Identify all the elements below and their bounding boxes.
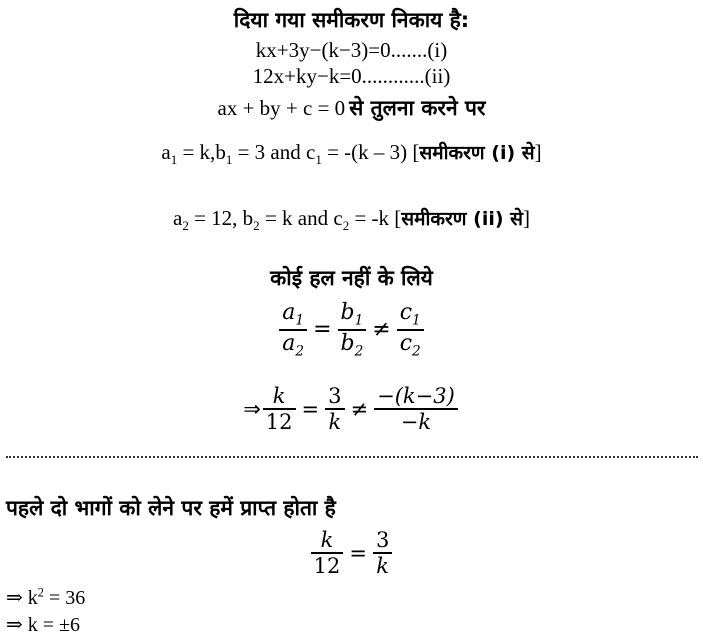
frac-den: 12 (265, 409, 293, 434)
result-text: ⇒ k (6, 587, 38, 609)
frac-den: −k (400, 409, 432, 434)
fraction-c1-c2 (397, 300, 424, 360)
frac-den: 12 (313, 553, 341, 578)
result-k-squared (6, 585, 85, 610)
result-k-value: ⇒ k = ±6 (6, 614, 81, 636)
fraction-a1-a2 (279, 300, 307, 360)
heading: दिया गया समीकरण निकाय है: (233, 8, 470, 32)
coef-sub: 1 (170, 152, 178, 168)
coef-sub: 1 (225, 152, 233, 168)
coef-text: = k and (259, 206, 334, 230)
bracket-close: ] (534, 140, 542, 164)
frac-num: b (340, 300, 355, 325)
coef-text: = -k [ (349, 206, 402, 230)
coef-c: c (306, 140, 316, 164)
compare-text: से तुलना करने पर (349, 96, 486, 120)
fraction-3-k (373, 528, 392, 578)
frac-sub: 2 (412, 342, 421, 359)
not-equal-sign: ≠ (372, 317, 391, 343)
implies-arrow: ⇒ (243, 396, 261, 421)
equals-sign: = (349, 540, 367, 565)
coef-text: = k, (177, 140, 216, 164)
bracket-close: ] (523, 206, 530, 230)
result-text: = 36 (43, 587, 86, 609)
frac-den: k (376, 553, 390, 578)
frac-den: k (328, 409, 342, 434)
frac-sub: 2 (295, 342, 305, 359)
frac-den: b (340, 330, 355, 356)
frac-num: 3 (328, 384, 342, 408)
equation-reference: समीकरण (i) से (419, 142, 535, 164)
equation-reference: समीकरण (ii) से (401, 208, 523, 230)
equals-sign: = (313, 317, 332, 343)
coef-sub: 2 (182, 218, 189, 234)
fraction-k-12 (311, 528, 344, 578)
frac-den: c (399, 330, 413, 356)
coef-b: b (215, 140, 226, 164)
coef-a: a (172, 206, 183, 230)
coef-sub: 1 (315, 152, 322, 168)
frac-sub: 2 (354, 342, 364, 359)
frac-num: a (282, 300, 296, 325)
equation-2: 12x+ky−k=0............(ii) (252, 64, 451, 88)
fraction-b1-b2 (338, 300, 367, 360)
coef-sub: 2 (342, 218, 350, 234)
frac-num: 3 (375, 528, 390, 552)
equation-1: kx+3y−(k−3)=0.......(i) (255, 38, 448, 62)
compare-math: ax + by + c = 0 (217, 96, 346, 120)
dotted-divider (6, 456, 698, 458)
result-exponent: 2 (37, 585, 44, 600)
no-solution-condition: कोई हल नहीं के लिये (270, 266, 433, 290)
coef-b: b (242, 206, 254, 230)
coef-text: = 3 and (232, 140, 306, 164)
coefficients-1 (0, 139, 703, 168)
frac-sub: 1 (354, 312, 364, 329)
frac-num: k (320, 528, 334, 552)
final-fraction-equation (0, 528, 703, 578)
substitution-step (0, 384, 703, 434)
coef-c: c (333, 206, 343, 230)
coef-text: = 12, (188, 206, 243, 230)
frac-sub: 1 (295, 312, 305, 329)
fraction-k3-k (374, 384, 458, 434)
frac-sub: 1 (412, 312, 421, 329)
equals-sign: = (301, 396, 320, 421)
frac-den: a (282, 330, 296, 356)
coef-sub: 2 (253, 218, 260, 234)
frac-num: c (399, 300, 413, 325)
not-equal-sign: ≠ (350, 396, 369, 421)
fraction-k-12 (263, 384, 296, 434)
fraction-3-k (325, 384, 344, 434)
coef-a: a (161, 140, 171, 164)
coef-text: = -(k – 3) [ (321, 140, 420, 164)
ratio-condition (0, 300, 703, 360)
taking-first-two-parts: पहले दो भागों को लेने पर हमें प्राप्त होता है (6, 496, 336, 520)
frac-num: k (272, 384, 286, 408)
compare-line (0, 94, 703, 122)
frac-num: −(k−3) (377, 384, 455, 408)
coefficients-2 (0, 205, 703, 234)
